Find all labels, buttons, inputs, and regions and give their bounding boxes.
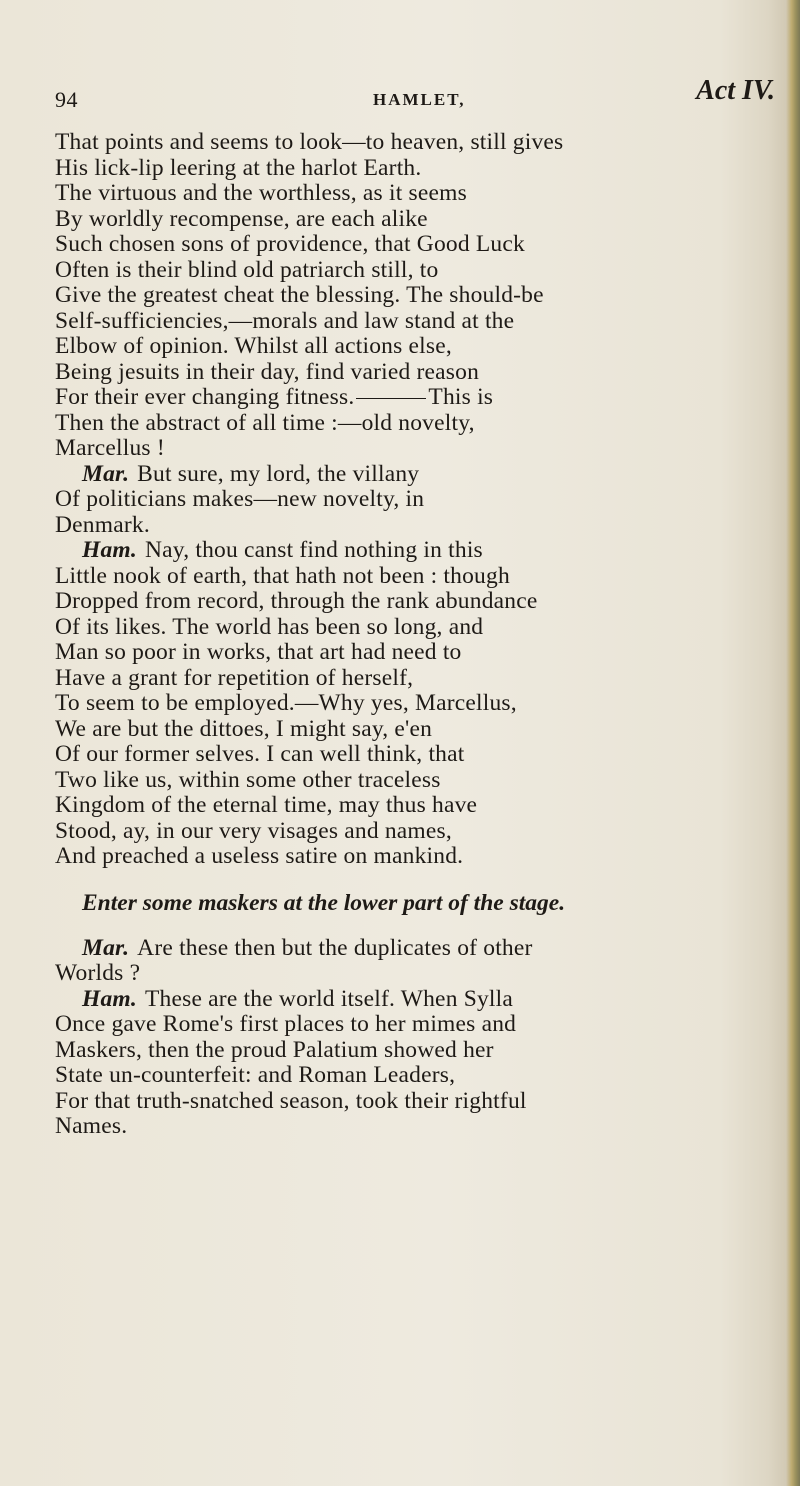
- verse-line: Being jesuits in their day, find varied reason: [55, 358, 480, 385]
- speech-line: [55, 936, 755, 962]
- verse-line: Have a grant for repetition of herself,: [55, 664, 414, 691]
- running-head: [55, 75, 775, 115]
- verse-line: His lick-lip leering at the harlot Earth.: [55, 154, 422, 181]
- speech-text: But sure, my lord, the villany: [137, 460, 420, 487]
- verse-line: Self-sufficiencies,—morals and law stand at the: [55, 307, 515, 334]
- speaker-name: Mar.: [82, 460, 130, 487]
- speaker-name: Ham.: [82, 537, 137, 563]
- verse-line: Stood, ay, in our very visages and names,: [55, 817, 452, 844]
- speech-text: Are these then but the duplicates of other: [137, 934, 533, 961]
- verse-line: Of politicians makes—new novelty, in: [55, 486, 425, 512]
- verse-line: Man so poor in works, that art had need to: [55, 639, 462, 665]
- verse-line: Denmark.: [55, 511, 150, 538]
- act-label: Act IV.: [696, 75, 775, 106]
- verse-line: Of its likes. The world has been so long, and: [55, 613, 484, 640]
- verse-line: Then the abstract of all time :—old novelty,: [55, 409, 475, 436]
- speech-line: [55, 538, 755, 564]
- verse-line: Worlds ?: [55, 960, 141, 986]
- verse-line: Marcellus !: [55, 435, 165, 461]
- verse-line: [55, 385, 755, 411]
- speech-line: [55, 987, 755, 1013]
- verse-line: Kingdom of the eternal time, may thus have: [55, 792, 478, 818]
- verse-line: Maskers, then the proud Palatium showed her: [55, 1036, 494, 1063]
- speaker-name: Ham.: [82, 985, 137, 1012]
- verse-line: Two like us, within some other traceless: [55, 766, 441, 793]
- speech-line: [55, 462, 755, 488]
- verse-line: And preached a useless satire on mankind.: [55, 843, 464, 869]
- verse-line: By worldly recompense, are each alike: [55, 205, 428, 232]
- speech-text: These are the world itself. When Sylla: [144, 985, 514, 1012]
- verse-line: Give the greatest cheat the blessing. The should-be: [55, 282, 544, 308]
- play-text: [55, 130, 755, 1140]
- running-title: HAMLET,: [373, 90, 466, 109]
- verse-line: For that truth-snatched season, took their rightful: [55, 1087, 527, 1114]
- verse-line: Little nook of earth, that hath not been : though: [55, 562, 510, 589]
- verse-fragment: This is: [428, 384, 494, 410]
- verse-line: Elbow of opinion. Whilst all actions else,: [55, 333, 452, 359]
- verse-line: To seem to be employed.—Why yes, Marcellus,: [55, 690, 517, 716]
- speech-text: Nay, thou canst find nothing in this: [144, 537, 483, 563]
- verse-line: Names.: [55, 1113, 128, 1139]
- verse-line: That points and seems to look—to heaven, still gives: [55, 129, 564, 155]
- em-rule: [356, 398, 426, 399]
- speaker-name: Mar.: [82, 934, 130, 961]
- verse-line: Such chosen sons of providence, that Good Luck: [55, 231, 525, 257]
- verse-fragment: For their ever changing fitness.: [55, 384, 355, 410]
- stage-direction: Enter some maskers at the lower part of the stage.: [82, 889, 566, 916]
- verse-line: Dropped from record, through the rank abundance: [55, 588, 538, 614]
- page-edge-shadow: [786, 0, 800, 1486]
- verse-line: State un-counterfeit: and Roman Leaders,: [55, 1062, 456, 1088]
- verse-line: Of our former selves. I can well think, that: [55, 741, 465, 767]
- verse-line: The virtuous and the worthless, as it seems: [55, 180, 467, 206]
- verse-line: Often is their blind old patriarch still, to: [55, 256, 439, 283]
- verse-line: Once gave Rome's first places to her mimes and: [55, 1011, 517, 1037]
- page-number: 94: [55, 87, 78, 112]
- verse-line: We are but the dittoes, I might say, e'en: [55, 715, 433, 742]
